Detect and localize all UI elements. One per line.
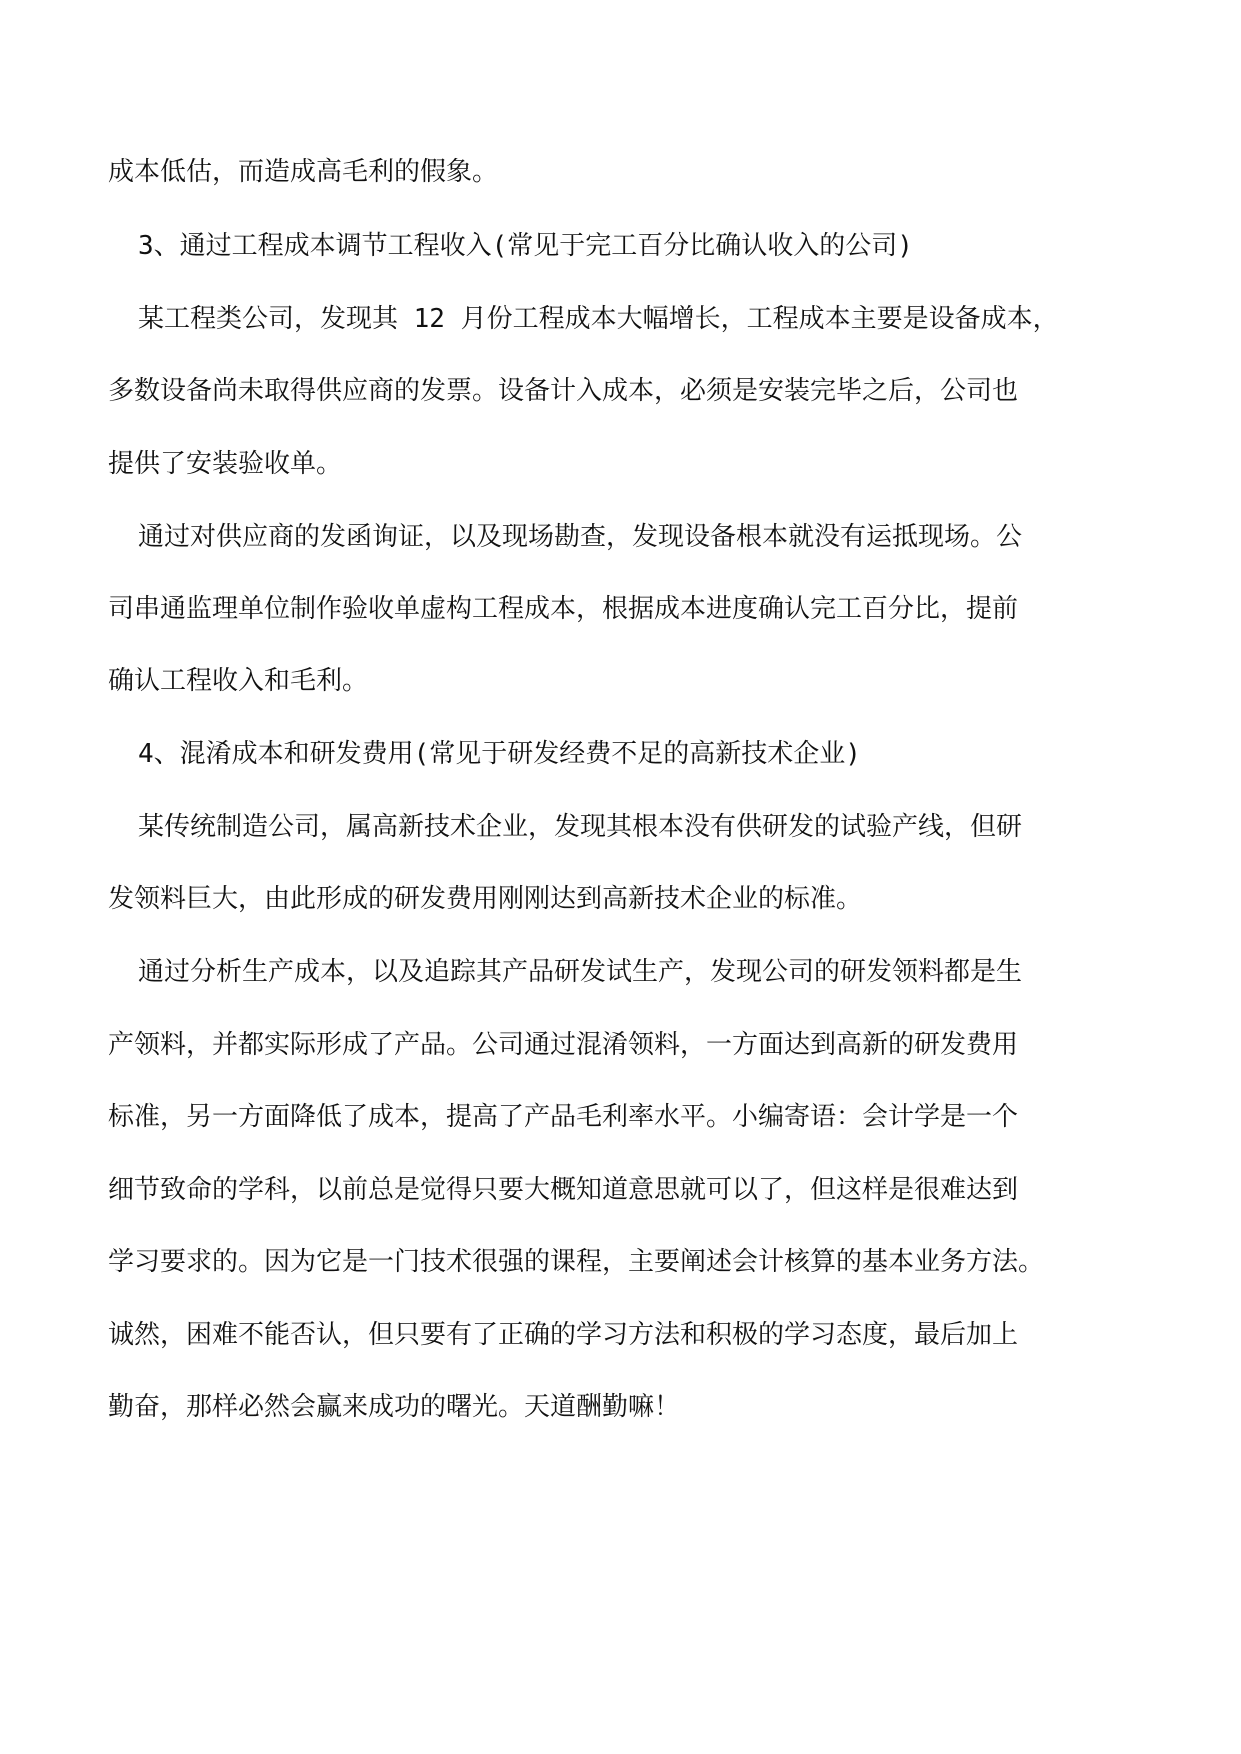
paragraph-line: 某传统制造公司，属高新技术企业，发现其根本没有供研发的试验产线，但研 xyxy=(138,812,1023,842)
text-line: 发领料巨大，由此形成的研发费用刚刚达到高新技术企业的标准。 xyxy=(108,884,863,914)
text-line: 产领料，并都实际形成了产品。公司通过混淆领料，一方面达到高新的研发费用 xyxy=(108,1030,1019,1060)
text-line: 确认工程收入和毛利。 xyxy=(108,666,369,696)
text-line: 诚然，困难不能否认，但只要有了正确的学习方法和积极的学习态度，最后加上 xyxy=(108,1320,1019,1350)
text-line: 标准，另一方面降低了成本，提高了产品毛利率水平。小编寄语：会计学是一个 xyxy=(108,1102,1019,1132)
paragraph-line: 通过分析生产成本，以及追踪其产品研发试生产，发现公司的研发领料都是生 xyxy=(138,957,1023,987)
text-line: 多数设备尚未取得供应商的发票。设备计入成本，必须是安装完毕之后，公司也 xyxy=(108,376,1019,406)
text-line: 勤奋，那样必然会赢来成功的曙光。天道酬勤嘛！ xyxy=(108,1392,681,1422)
section-heading: 3、通过工程成本调节工程收入(常见于完工百分比确认收入的公司) xyxy=(138,231,913,261)
text-line: 司串通监理单位制作验收单虚构工程成本，根据成本进度确认完工百分比，提前 xyxy=(108,594,1019,624)
paragraph-line: 通过对供应商的发函询证，以及现场勘查，发现设备根本就没有运抵现场。公 xyxy=(138,522,1023,552)
text-line: 成本低估，而造成高毛利的假象。 xyxy=(108,157,499,187)
text-line: 细节致命的学科，以前总是觉得只要大概知道意思就可以了，但这样是很难达到 xyxy=(108,1175,1019,1205)
paragraph-line: 某工程类公司，发现其 12 月份工程成本大幅增长，工程成本主要是设备成本， xyxy=(138,304,1059,334)
section-heading: 4、混淆成本和研发费用(常见于研发经费不足的高新技术企业) xyxy=(138,739,861,769)
text-line: 提供了安装验收单。 xyxy=(108,449,343,479)
text-line: 学习要求的。因为它是一门技术很强的课程，主要阐述会计核算的基本业务方法。 xyxy=(108,1247,1045,1277)
